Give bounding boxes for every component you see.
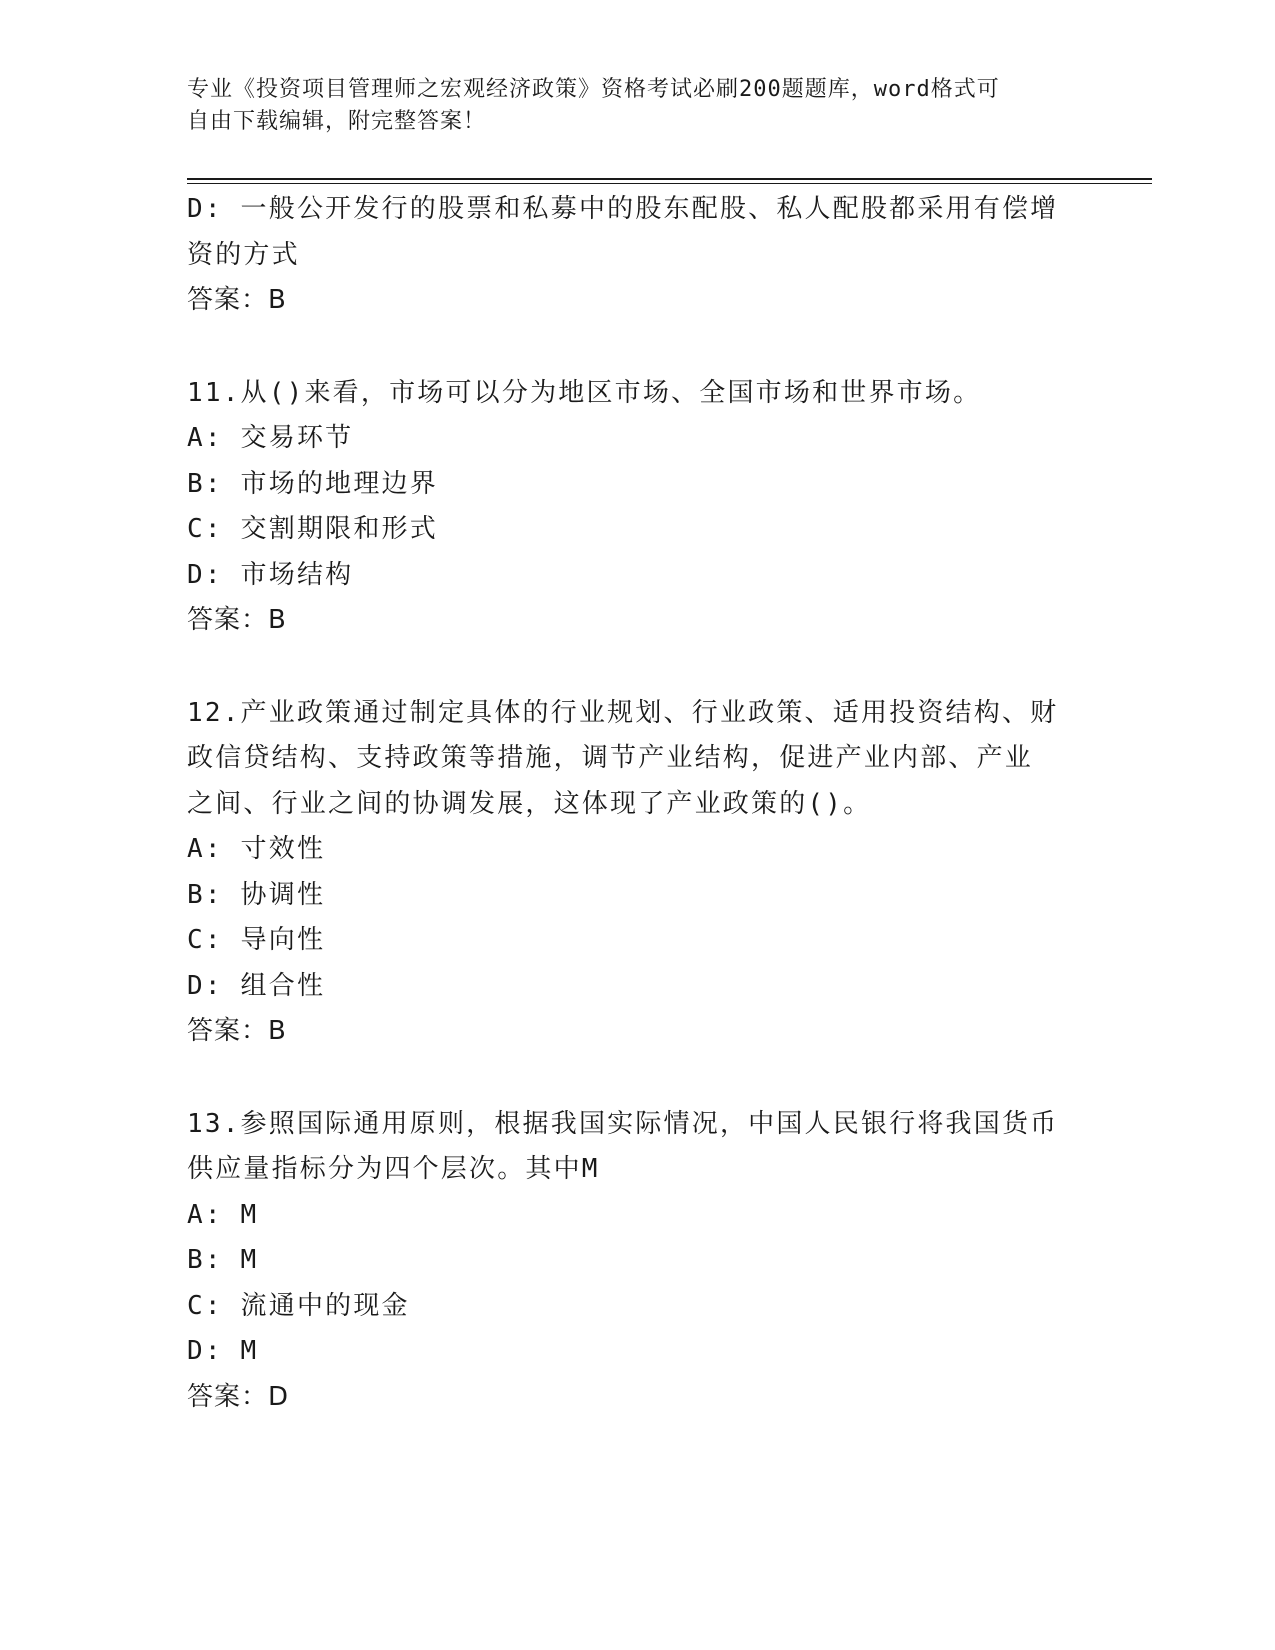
question-11 <box>187 371 1077 644</box>
option-b: B: M <box>187 1245 259 1275</box>
option-a: A: 交易环节 <box>187 423 354 453</box>
question-stem-line3: 之间、行业之间的协调发展，这体现了产业政策的()。 <box>187 788 872 819</box>
question-gap <box>187 324 1077 371</box>
option-c: C: 流通中的现金 <box>187 1290 410 1321</box>
option-d: D: 市场结构 <box>187 559 354 590</box>
option-a: A: 寸效性 <box>187 834 326 864</box>
option-d-line: D: 一般公开发行的股票和私募中的股东配股、私人配股都采用有偿增 <box>187 194 1059 224</box>
option-a: A: M <box>187 1199 259 1230</box>
previous-question-tail <box>187 187 1077 324</box>
header-title-line1: 专业《投资项目管理师之宏观经济政策》资格考试必刷200题题库，word格式可 <box>187 77 1000 102</box>
header-title-line2: 自由下载编辑，附完整答案！ <box>187 109 487 134</box>
option-c: C: 交割期限和形式 <box>187 514 438 544</box>
option-d: D: 组合性 <box>187 970 326 1001</box>
answer-line: 答案：B <box>187 1016 287 1046</box>
answer-line: 答案：B <box>187 285 287 315</box>
question-12 <box>187 691 1077 1055</box>
option-d-line-continued: 资的方式 <box>187 239 300 270</box>
option-b: B: 市场的地理边界 <box>187 468 438 499</box>
question-13 <box>187 1102 1077 1421</box>
question-stem-line2: 供应量指标分为四个层次。其中M <box>187 1154 600 1184</box>
document-body <box>187 187 1077 1420</box>
option-d: D: M <box>187 1336 259 1366</box>
header-divider-thin <box>187 183 1152 184</box>
page-header <box>187 74 1067 138</box>
question-stem: 11.从()来看，市场可以分为地区市场、全国市场和世界市场。 <box>187 377 982 408</box>
question-gap <box>187 644 1077 691</box>
header-divider-thick <box>187 178 1152 180</box>
option-b: B: 协调性 <box>187 879 326 910</box>
question-stem-line2: 政信贷结构、支持政策等措施，调节产业结构，促进产业内部、产业 <box>187 743 1034 773</box>
question-stem-line1: 12.产业政策通过制定具体的行业规划、行业政策、适用投资结构、财 <box>187 697 1059 728</box>
answer-line: 答案：D <box>187 1381 290 1412</box>
question-stem-line1: 13.参照国际通用原则，根据我国实际情况，中国人民银行将我国货币 <box>187 1108 1059 1139</box>
option-c: C: 导向性 <box>187 925 326 955</box>
question-gap <box>187 1055 1077 1102</box>
answer-line: 答案：B <box>187 605 287 635</box>
